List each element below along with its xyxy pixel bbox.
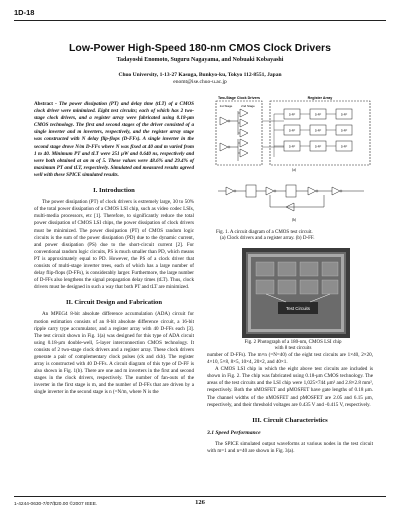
results-heading: III. Circuit Characteristics xyxy=(252,416,328,424)
paper-title: Low-Power High-Speed 180-nm CMOS Clock Drivers xyxy=(69,42,331,54)
page-id: 1D-18 xyxy=(14,8,35,17)
right-column xyxy=(207,352,373,455)
fig1-box1-sub2: 2nd Stage xyxy=(241,104,255,108)
top-rule xyxy=(14,20,386,21)
results-subheading: 3.1 Speed Performance xyxy=(207,429,261,436)
figure-2-caption xyxy=(210,340,376,352)
abstract xyxy=(34,101,194,179)
footer-isbn: 1-4244-0630-7/07/$20.00 ©2007 IEEE. xyxy=(14,502,98,507)
authors: Tadayoshi Enomoto, Suguru Nagayama, and Nobuaki Kobayashi xyxy=(116,57,284,63)
right-paragraph-1: number of D-FFs). The m×n (=N=40) of the eight test circuits are 1×40, 2×20, 4×10, 5×8, 8×5, 10×4, 20×2, and 40×1. xyxy=(207,352,373,366)
page-number: 126 xyxy=(195,499,205,506)
fig1-box1-title: Two-Stage Clock Drivers xyxy=(217,96,261,100)
intro-heading: I. Introduction xyxy=(93,187,135,195)
fig1-caption-line2: (a) Clock drivers and a register array. (b) D-FF. xyxy=(220,236,315,241)
fig1-dff-label: D-FF xyxy=(314,112,322,117)
fig1-dff-label: D-FF xyxy=(340,144,348,149)
fig1-box1-sub1: 1st Stage xyxy=(219,104,233,108)
affiliation: Chuo University, 1-13-27 Kasuga, Bunkyo-ku, Tokyo 112-8551, Japan xyxy=(118,72,282,78)
circuit-paragraph: An MPEG4 8-bit absolute difference accumulation (ADA) circuit for motion estimation consists of an 8-bit absolute difference circuit, a 16-bit ripple carry type accumulator, and a register array with 40 D-FFs each [3]. The test circuit shown in Fig. 1(a) was designed for this type of ADA circuit using 0.18-μm double-well, 5-layer interconnection CMOS technology. It consists of 2 two-stage clock drivers and a register array. These clock drivers generate a pair of complementary clock pulses (ck and ckb). The register array is constructed with 40 D-FFs. A circuit diagram of this type of D-FF is also shown in Fig. 1(b). There are one and m inverters in the first and second stages in the clock drivers, respectively. The number of fan-outs of the inverter in the first stage is m, and the number of D-FFs that are driven by a single inverter in the second stage is n (=N/m, where N is the xyxy=(34,311,194,396)
abstract-text: - The power dissipation (PT) and delay time (tLT) of a CMOS clock driver were minimized. Eight test circuits; each of which has 2 two-stage clock drivers, and a register array were fabricated using 0.18-μm CMOS technology. The first and second stages of the driver consisted of a single inverter and m inverters, respectively, and the register array stage was constructed with N delay flip-flops (D-FFs). A single inverter in the second stage drove N/m D-FFs where N was fixed at 40 and m varied from 1 to 40. Minimum PT and tLT were 251 μW and 0.640 ns, respectively and were both obtained at an m of 5. These values were 48.6% and 29.4% of maximum PT and tLT, respectively. Simulated and measured results agreed well with these SPICE simulated results. xyxy=(34,101,194,178)
results-paragraph: The SPICE simulated output waveforms at various nodes in the test circuit with m=1 and n=40 are shown in Fig. 3(a). xyxy=(207,440,373,455)
intro-paragraph: The power dissipation (PT) of clock drivers is extremely large, 30 to 50% of the total power dissipation of a CMOS LSI chip, such as video codec LSIs, multi-media processors, etc [1]. Therefore, to significantly reduce the total power dissipation of CMOS LSI chips, the power dissipation of clock drivers must be minimized. The power dissipation (PT) of CMOS random logic circuits is the sum of the power dissipation (PD) due to the dynamic current, and power dissipation (PS) due to the short-circuit current [2]. For conventional random logic circuits, PS is much smaller than PD, which means PT is approximately equal to PD. However, the PS of a clock driver that consists of multi-stage inverter trees, each of which has a large number of delay flip-flops (D-FFs), is considerably larger. Furthermore, the large number of D-FFs also lengthens the signal propagation delay times (tLT). Thus, clock drivers must be designed in such a way that both PT and tLT are minimized. xyxy=(34,199,194,291)
fig1-label-b: (b) xyxy=(291,218,297,222)
figure-1-caption xyxy=(216,230,374,242)
fig1-label-a: (a) xyxy=(292,168,296,172)
fig1-dff-label: D-FF xyxy=(314,128,322,133)
fig1-caption-line1: Fig. 1. A circuit diagram of a CMOS test circuit. xyxy=(216,230,313,235)
figure-1-diagram xyxy=(214,95,374,230)
fig1-dff-label: D-FF xyxy=(288,128,296,133)
fig2-photo-label: Test Circuits xyxy=(286,306,310,311)
email: enomt@ise.chuo-u.ac.jp xyxy=(173,79,227,85)
right-paragraph-2: A CMOS LSI chip in which the eight above test circuits are included is shown in Fig. 2. The chip was fabricated using 0.18-μm CMOS technology. The areas of the test circuits and the LSI chip were 1,025×744 μm² and 2.8×2.8 mm², respectively. Both the nMOSFET and pMOSFET have gate lengths of 0.18 μm. The channel widths of the nMOSFET and pMOSFET are 2.05 and 6.15 μm, respectively, and their threshold voltages are 0.435 V and -0.415 V, respectively. xyxy=(207,366,373,408)
fig1-box2-title: Register Array xyxy=(307,96,333,100)
circuit-heading: II. Circuit Design and Fabrication xyxy=(65,299,163,307)
abstract-label: Abstract xyxy=(34,101,53,107)
fig2-caption-line1: Fig. 2 Photograph of a 180-nm, CMOS LSI chip xyxy=(244,340,342,345)
fig1-dff-label: D-FF xyxy=(288,112,296,117)
bottom-rule xyxy=(14,496,386,497)
fig1-dff-label: D-FF xyxy=(314,144,322,149)
figure-2-chip-photo xyxy=(242,248,350,338)
fig1-dff-label: D-FF xyxy=(340,112,348,117)
left-column xyxy=(34,101,194,397)
fig1-dff-label: D-FF xyxy=(340,128,348,133)
fig2-caption-line2: with 8 test circuits xyxy=(274,346,312,351)
fig1-dff-label: D-FF xyxy=(288,144,296,149)
